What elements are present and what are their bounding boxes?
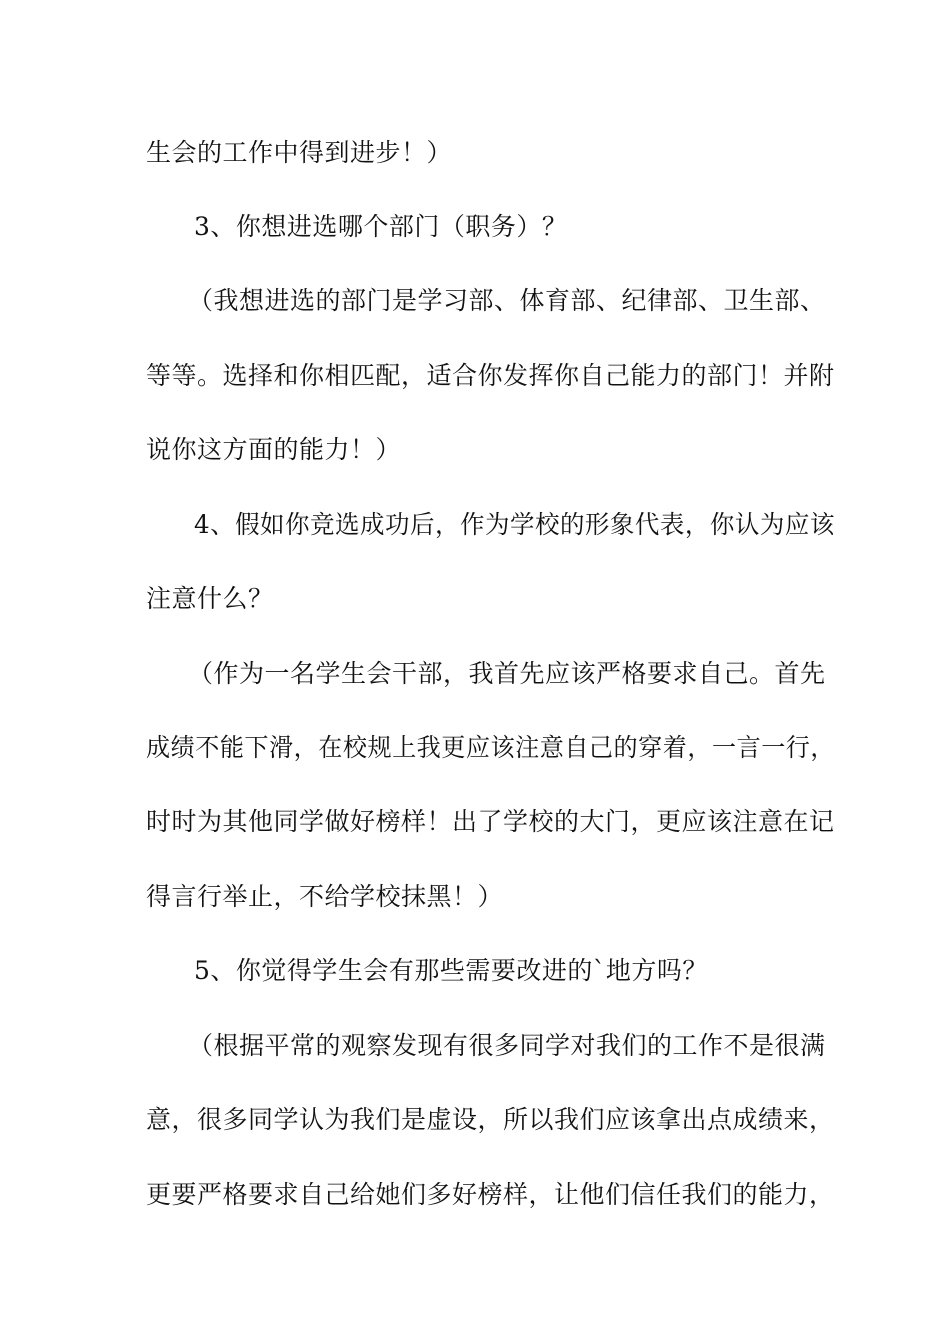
text-line: （根据平常的观察发现有很多同学对我们的工作不是很满 <box>188 1031 826 1060</box>
text-line: 得言行举止，不给学校抹黑！） <box>146 882 504 911</box>
question-heading: 5、你觉得学生会有那些需要改进的`地方吗？ <box>194 956 708 985</box>
text-line: 更要严格要求自己给她们多好榜样，让他们信任我们的能力， <box>146 1180 835 1209</box>
question-heading: 4、假如你竞选成功后，作为学校的形象代表，你认为应该 <box>194 510 835 539</box>
text-line: 说你这方面的能力！） <box>146 435 402 464</box>
text-line: （我想进选的部门是学习部、体育部、纪律部、卫生部、 <box>188 286 826 315</box>
text-line: （作为一名学生会干部，我首先应该严格要求自己。首先 <box>188 659 826 688</box>
text-line: 成绩不能下滑，在校规上我更应该注意自己的穿着，一言一行， <box>146 733 836 762</box>
text-line: 注意什么？ <box>146 584 274 613</box>
question-heading: 3、你想进选哪个部门（职务）？ <box>194 212 568 241</box>
text-line: 意，很多同学认为我们是虚设，所以我们应该拿出点成绩来， <box>146 1105 835 1134</box>
text-line: 生会的工作中得到进步！） <box>146 138 453 167</box>
text-line: 时时为其他同学做好榜样！出了学校的大门，更应该注意在记 <box>146 807 835 836</box>
text-line: 等等。选择和你相匹配，适合你发挥你自己能力的部门！并附 <box>146 361 835 390</box>
